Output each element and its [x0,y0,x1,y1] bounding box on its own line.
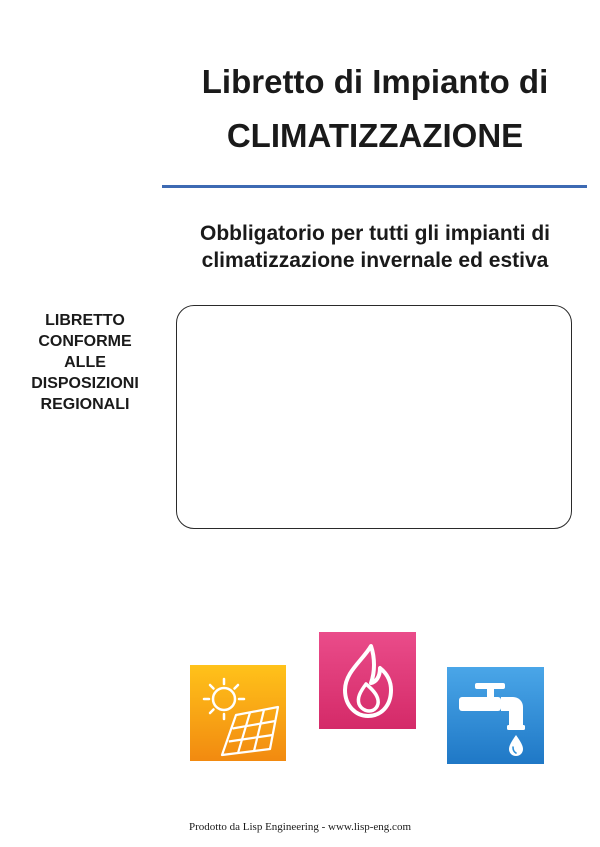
compliance-label [14,310,156,415]
compliance-label-line: LIBRETTO [45,312,125,329]
document-title-line1: Libretto di Impianto di [201,63,549,100]
compliance-label-line: REGIONALI [40,396,130,413]
document-subtitle [160,220,590,274]
subtitle-line2: climatizzazione invernale ed estiva [201,249,549,272]
water-tap-icon [447,667,544,764]
title-divider [162,185,587,188]
compliance-label-line: CONFORME [38,333,132,350]
blank-stamp-box [176,305,572,529]
subtitle-line1: Obbligatorio per tutti gli impianti di [200,222,550,245]
flame-icon [319,632,416,729]
compliance-label-line: ALLE [64,354,106,371]
compliance-label-line: DISPOSIZIONI [31,375,139,392]
footer-credit: Prodotto da Lisp Engineering - www.lisp-eng.com [189,821,411,833]
document-title-line2: CLIMATIZZAZIONE [226,117,524,154]
solar-panel-icon [190,665,286,761]
